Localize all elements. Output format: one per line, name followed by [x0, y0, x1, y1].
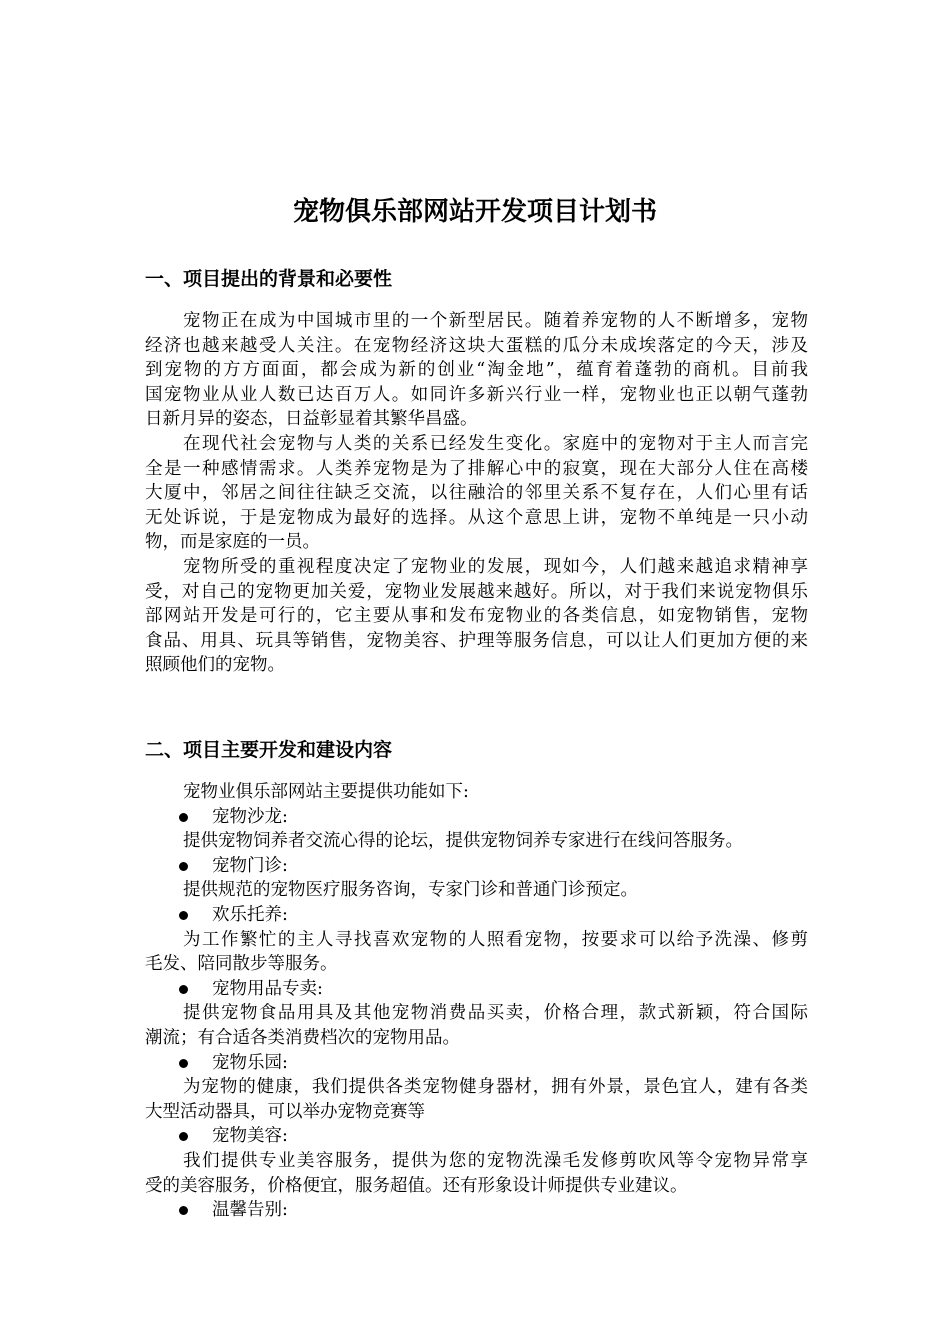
list-item-description: 我们提供专业美容服务，提供为您的宠物洗澡毛发修剪吹风等令宠物异常享 — [183, 1150, 808, 1171]
bullet-icon — [179, 911, 188, 920]
list-item — [145, 1124, 808, 1149]
bullet-icon — [179, 813, 188, 822]
paragraph-line: 无处诉说，于是宠物成为最好的选择。从这个意思上讲，宠物不单纯是一只小动 — [145, 507, 808, 528]
list-item-label: 欢乐托养: — [212, 904, 288, 925]
bullet-icon — [179, 862, 188, 871]
bullet-icon — [179, 1206, 188, 1215]
section1-heading: 一、项目提出的背景和必要性 — [145, 268, 393, 290]
list-item-description: 提供宠物食品用具及其他宠物消费品买卖，价格合理，款式新颖，符合国际 — [183, 1003, 808, 1024]
section1-body — [145, 309, 808, 678]
paragraph-line: 部网站开发是可行的，它主要从事和发布宠物业的各类信息，如宠物销售，宠物 — [145, 606, 808, 627]
list-item-description: 潮流；有合适各类消费档次的宠物用品。 — [145, 1027, 460, 1048]
list-item-description: 提供宠物饲养者交流心得的论坛，提供宠物饲养专家进行在线问答服务。 — [183, 831, 743, 852]
list-item-label: 宠物门诊: — [212, 855, 288, 876]
paragraph-line: 大厦中，邻居之间往往缺乏交流，以往融洽的邻里关系不复存在，人们心里有话 — [145, 483, 808, 504]
bullet-icon — [179, 1059, 188, 1068]
paragraph-line: 到宠物的方方面面，都会成为新的创业“淘金地”，蕴育着蓬勃的商机。目前我 — [145, 360, 808, 381]
paragraph-line: 受，对自己的宠物更加关爱，宠物业发展越来越好。所以，对于我们来说宠物俱乐 — [145, 581, 808, 602]
list-item-label: 宠物美容: — [212, 1126, 288, 1147]
list-item-label: 宠物乐园: — [212, 1052, 288, 1073]
paragraph-line: 物，而是家庭的一员。 — [145, 532, 320, 553]
list-item — [145, 1198, 808, 1223]
bullet-icon — [179, 985, 188, 994]
paragraph-line: 国宠物业从业人数已达百万人。如同许多新兴行业一样，宠物业也正以朝气蓬勃 — [145, 384, 808, 405]
paragraph-line: 宠物所受的重视程度决定了宠物业的发展，现如今，人们越来越追求精神享 — [183, 556, 808, 577]
list-item-label: 宠物用品专卖: — [212, 978, 323, 999]
paragraph-line: 日新月异的姿态，日益彰显着其繁华昌盛。 — [145, 409, 478, 430]
paragraph-line: 宠物正在成为中国城市里的一个新型居民。随着养宠物的人不断增多，宠物 — [183, 311, 808, 331]
list-item — [145, 977, 808, 1002]
list-item — [145, 1051, 808, 1076]
paragraph-line: 食品、用具、玩具等销售，宠物美容、护理等服务信息，可以让人们更加方便的来 — [145, 630, 808, 651]
list-item-description: 受的美容服务，价格便宜，服务超值。还有形象设计师提供专业建议。 — [145, 1175, 688, 1196]
paragraph-line: 全是一种感情需求。人类养宠物是为了排解心中的寂寞，现在大部分人住在高楼 — [145, 458, 808, 479]
list-item — [145, 805, 808, 830]
list-item-description: 毛发、陪同散步等服务。 — [145, 954, 338, 975]
list-item — [145, 903, 808, 928]
list-item-description: 提供规范的宠物医疗服务咨询，专家门诊和普通门诊预定。 — [183, 880, 638, 901]
list-item — [145, 854, 808, 879]
list-item-label: 温馨告别: — [212, 1200, 288, 1221]
paragraph-line: 照顾他们的宠物。 — [145, 655, 285, 676]
list-item-description: 为工作繁忙的主人寻找喜欢宠物的人照看宠物，按要求可以给予洗澡、修剪 — [183, 929, 808, 950]
paragraph-line: 在现代社会宠物与人类的关系已经发生变化。家庭中的宠物对于主人而言完 — [183, 433, 808, 454]
section2-body — [145, 780, 808, 1223]
list-item-label: 宠物沙龙: — [212, 806, 288, 827]
list-item-description: 大型活动器具，可以举办宠物竞赛等 — [145, 1101, 425, 1122]
list-item-description: 为宠物的健康，我们提供各类宠物健身器材，拥有外景，景色宜人，建有各类 — [183, 1077, 808, 1098]
paragraph-line: 经济也越来越受人关注。在宠物经济这块大蛋糕的瓜分未成埃落定的今天，涉及 — [145, 335, 808, 356]
section2-heading: 二、项目主要开发和建设内容 — [145, 739, 393, 761]
bullet-icon — [179, 1132, 188, 1141]
section2-intro: 宠物业俱乐部网站主要提供功能如下: — [183, 782, 469, 802]
document-title: 宠物俱乐部网站开发项目计划书 — [292, 197, 657, 227]
